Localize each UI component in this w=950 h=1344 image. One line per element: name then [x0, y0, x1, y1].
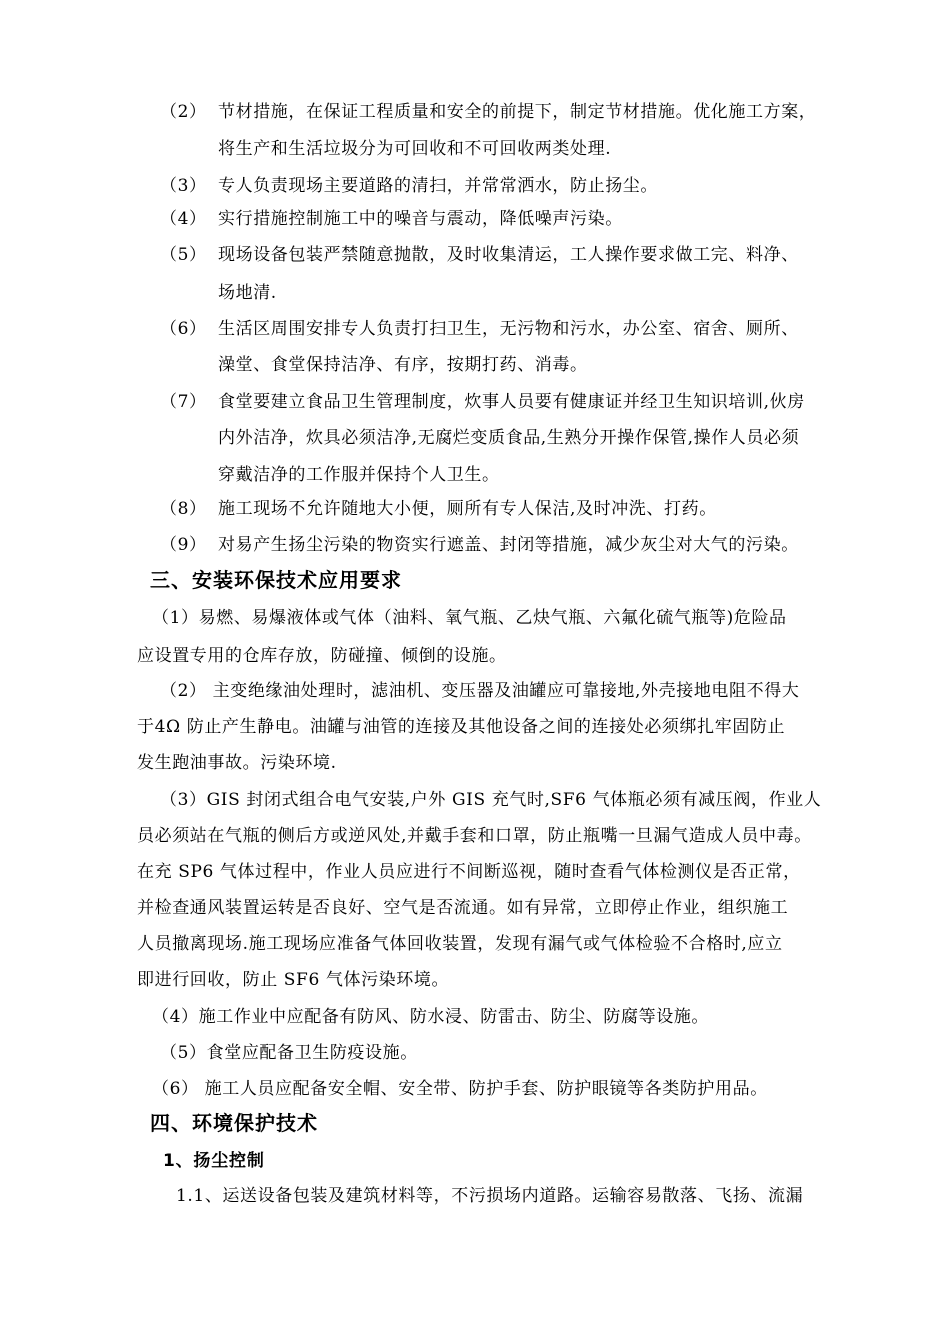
item-text-line: 内外洁净，炊具必须洁净,无腐烂变质食品,生熟分开操作保管,操作人员必须 [218, 428, 800, 448]
item-text-line: 澡堂、食堂保持洁净、有序，按期打药、消毒。 [218, 355, 588, 375]
paragraph-line: （4）施工作业中应配备有防风、防水浸、防雷击、防尘、防腐等设施。 [152, 1007, 710, 1027]
item-number: （4） [160, 209, 207, 229]
paragraph-line: 应设置专用的仓库存放，防碰撞、倾倒的设施。 [137, 646, 507, 666]
item-text-line: 生活区周围安排专人负责打扫卫生，无污物和污水，办公室、宿舍、厕所、 [218, 319, 799, 339]
item-number: （8） [160, 499, 207, 519]
item-text-line: 穿戴洁净的工作服并保持个人卫生。 [218, 465, 500, 485]
item-text-line: 食堂要建立食品卫生管理制度，炊事人员要有健康证并经卫生知识培训,伙房 [218, 392, 805, 412]
item-number: （2） [160, 102, 207, 122]
item-text-line: 对易产生扬尘污染的物资实行遮盖、封闭等措施，减少灰尘对大气的污染。 [218, 535, 799, 555]
paragraph-line: （5）食堂应配备卫生防疫设施。 [160, 1043, 418, 1063]
paragraph-line: （6） 施工人员应配备安全帽、安全带、防护手套、防护眼镜等各类防护用品。 [152, 1079, 768, 1099]
sub-heading: 1、扬尘控制 [163, 1151, 265, 1171]
paragraph-line: 员必须站在气瓶的侧后方或逆风处,并戴手套和口罩，防止瓶嘴一旦漏气造成人员中毒。 [137, 826, 812, 846]
item-text-line: 现场设备包装严禁随意抛散，及时收集清运，工人操作要求做工完、料净、 [218, 245, 799, 265]
paragraph-line: 人员撤离现场.施工现场应准备气体回收装置，发现有漏气或气体检验不合格时,应立 [137, 934, 783, 954]
item-text-line: 专人负责现场主要道路的清扫，并常常洒水，防止扬尘。 [218, 176, 658, 196]
item-number: （7） [160, 392, 207, 412]
paragraph-line: （3）GIS 封闭式组合电气安装,户外 GIS 充气时,SF6 气体瓶必须有减压阀，作业人 [160, 790, 822, 810]
section-heading-4: 四、环境保护技术 [150, 1111, 318, 1135]
paragraph-line: 1.1、运送设备包装及建筑材料等，不污损场内道路。运输容易散落、飞扬、流漏 [176, 1186, 804, 1206]
item-number: （6） [160, 319, 207, 339]
item-number: （3） [160, 176, 207, 196]
paragraph-line: 于4Ω 防止产生静电。油罐与油管的连接及其他设备之间的连接处必须绑扎牢固防止 [137, 717, 786, 737]
item-number: （9） [160, 535, 207, 555]
paragraph-line: 发生跑油事故。污染环境. [137, 753, 337, 773]
item-text-line: 场地清. [218, 283, 277, 303]
paragraph-line: 并检查通风装置运转是否良好、空气是否流通。如有异常，立即停止作业，组织施工 [137, 898, 789, 918]
item-text-line: 节材措施，在保证工程质量和安全的前提下，制定节材措施。优化施工方案， [218, 102, 817, 122]
item-text-line: 实行措施控制施工中的噪音与震动，降低噪声污染。 [218, 209, 623, 229]
paragraph-line: （2） 主变绝缘油处理时，滤油机、变压器及油罐应可靠接地,外壳接地电阻不得大 [160, 681, 800, 701]
paragraph-line: （1）易燃、易爆液体或气体（油料、氧气瓶、乙炔气瓶、六氟化硫气瓶等)危险品 [152, 608, 787, 628]
item-number: （5） [160, 245, 207, 265]
section-heading-3: 三、安装环保技术应用要求 [150, 568, 402, 592]
paragraph-line: 在充 SP6 气体过程中，作业人员应进行不间断巡视，随时查看气体检测仪是否正常， [137, 862, 801, 882]
item-text-line: 施工现场不允许随地大小便，厕所有专人保洁,及时冲洗、打药。 [218, 499, 717, 519]
paragraph-line: 即进行回收，防止 SF6 气体污染环境。 [137, 970, 450, 990]
item-text-line: 将生产和生活垃圾分为可回收和不可回收两类处理. [218, 139, 612, 159]
